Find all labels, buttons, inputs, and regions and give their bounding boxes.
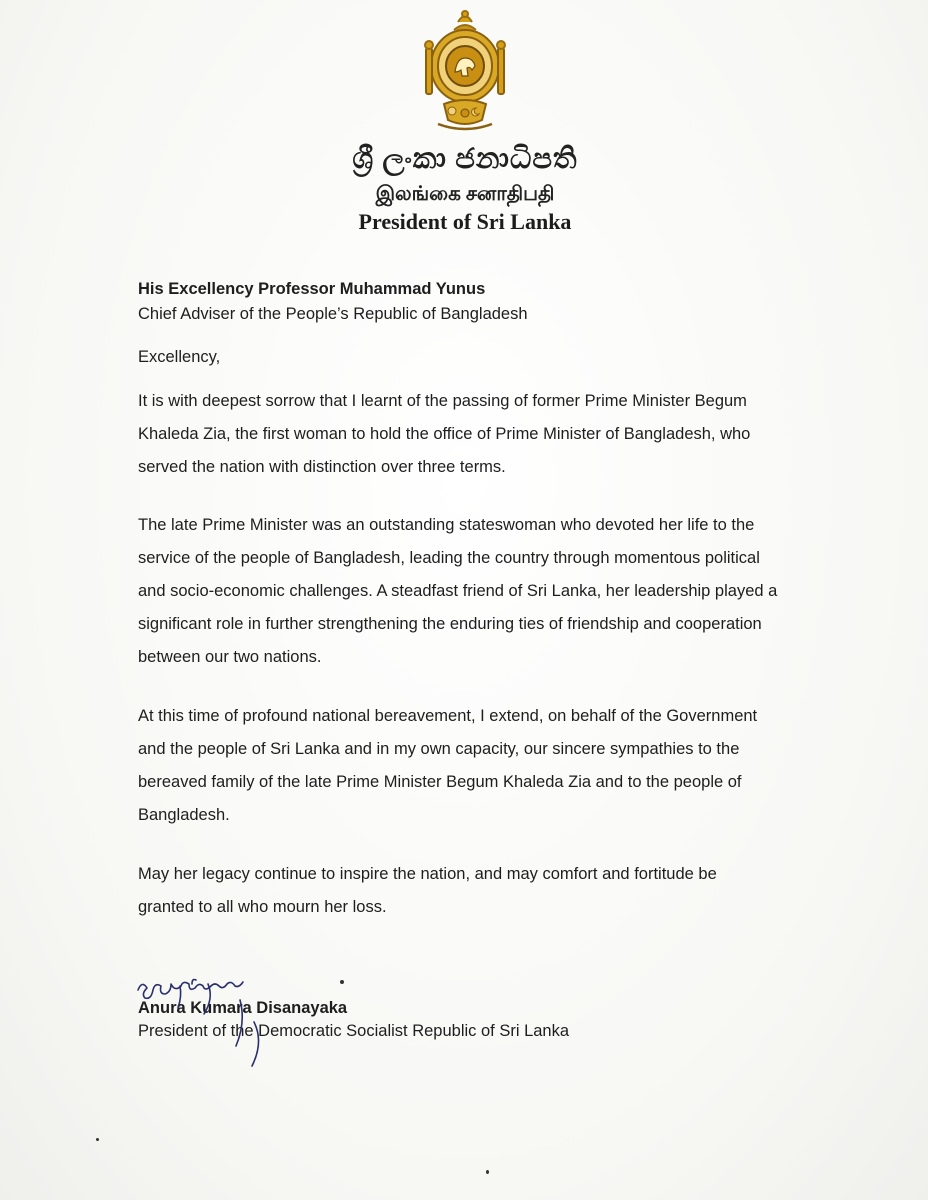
paragraph-line: It is with deepest sorrow that I learnt of the passing of former Prime Minister Begum: [138, 392, 747, 410]
scan-speck: [96, 1138, 99, 1141]
letterhead-sinhala: ශ්‍රී ලංකා ජනාධිපති: [352, 143, 578, 175]
letterhead-tamil: இலங்கை சனாதிபதி: [375, 183, 555, 205]
paragraph-line: Khaleda Zia, the first woman to hold the office of Prime Minister of Bangladesh, who: [138, 425, 751, 443]
paragraph-line: May her legacy continue to inspire the nation, and may comfort and fortitude be: [138, 865, 717, 883]
paragraph-line: Bangladesh.: [138, 806, 230, 824]
paragraph-3: [138, 700, 838, 832]
recipient-name: His Excellency Professor Muhammad Yunus: [138, 280, 486, 298]
paragraph-line: and socio-economic challenges. A steadfast friend of Sri Lanka, her leadership played a: [138, 582, 778, 600]
paragraph-4: [138, 858, 838, 924]
paragraph-1: [138, 385, 838, 484]
paragraph-line: significant role in further strengthening the enduring ties of friendship and cooperation: [138, 615, 762, 633]
paragraph-line: At this time of profound national bereavement, I extend, on behalf of the Government: [138, 707, 758, 725]
paragraph-line: bereaved family of the late Prime Minister Begum Khaleda Zia and to the people of: [138, 773, 742, 791]
paragraph-line: service of the people of Bangladesh, leading the country through momentous political: [138, 549, 760, 567]
scan-speck: [486, 1170, 489, 1174]
handwritten-signature-icon: [132, 960, 292, 1070]
paragraph-line: served the nation with distinction over three terms.: [138, 458, 506, 476]
paragraph-line: and the people of Sri Lanka and in my own capacity, our sincere sympathies to the: [138, 740, 740, 758]
signer-name: Anura Kumara Disanayaka: [138, 999, 348, 1017]
paragraph-line: between our two nations.: [138, 648, 322, 666]
recipient-title: Chief Adviser of the People’s Republic of Bangladesh: [138, 305, 528, 323]
letterhead-english: President of Sri Lanka: [358, 209, 572, 234]
paragraph-2: [138, 509, 838, 674]
scan-speck: [340, 980, 344, 984]
presidential-emblem-icon: [422, 8, 508, 134]
paragraph-line: The late Prime Minister was an outstanding stateswoman who devoted her life to the: [138, 516, 755, 534]
salutation: Excellency,: [138, 348, 221, 366]
paragraph-line: granted to all who mourn her loss.: [138, 898, 387, 916]
signer-title: President of the Democratic Socialist Republic of Sri Lanka: [138, 1022, 570, 1040]
